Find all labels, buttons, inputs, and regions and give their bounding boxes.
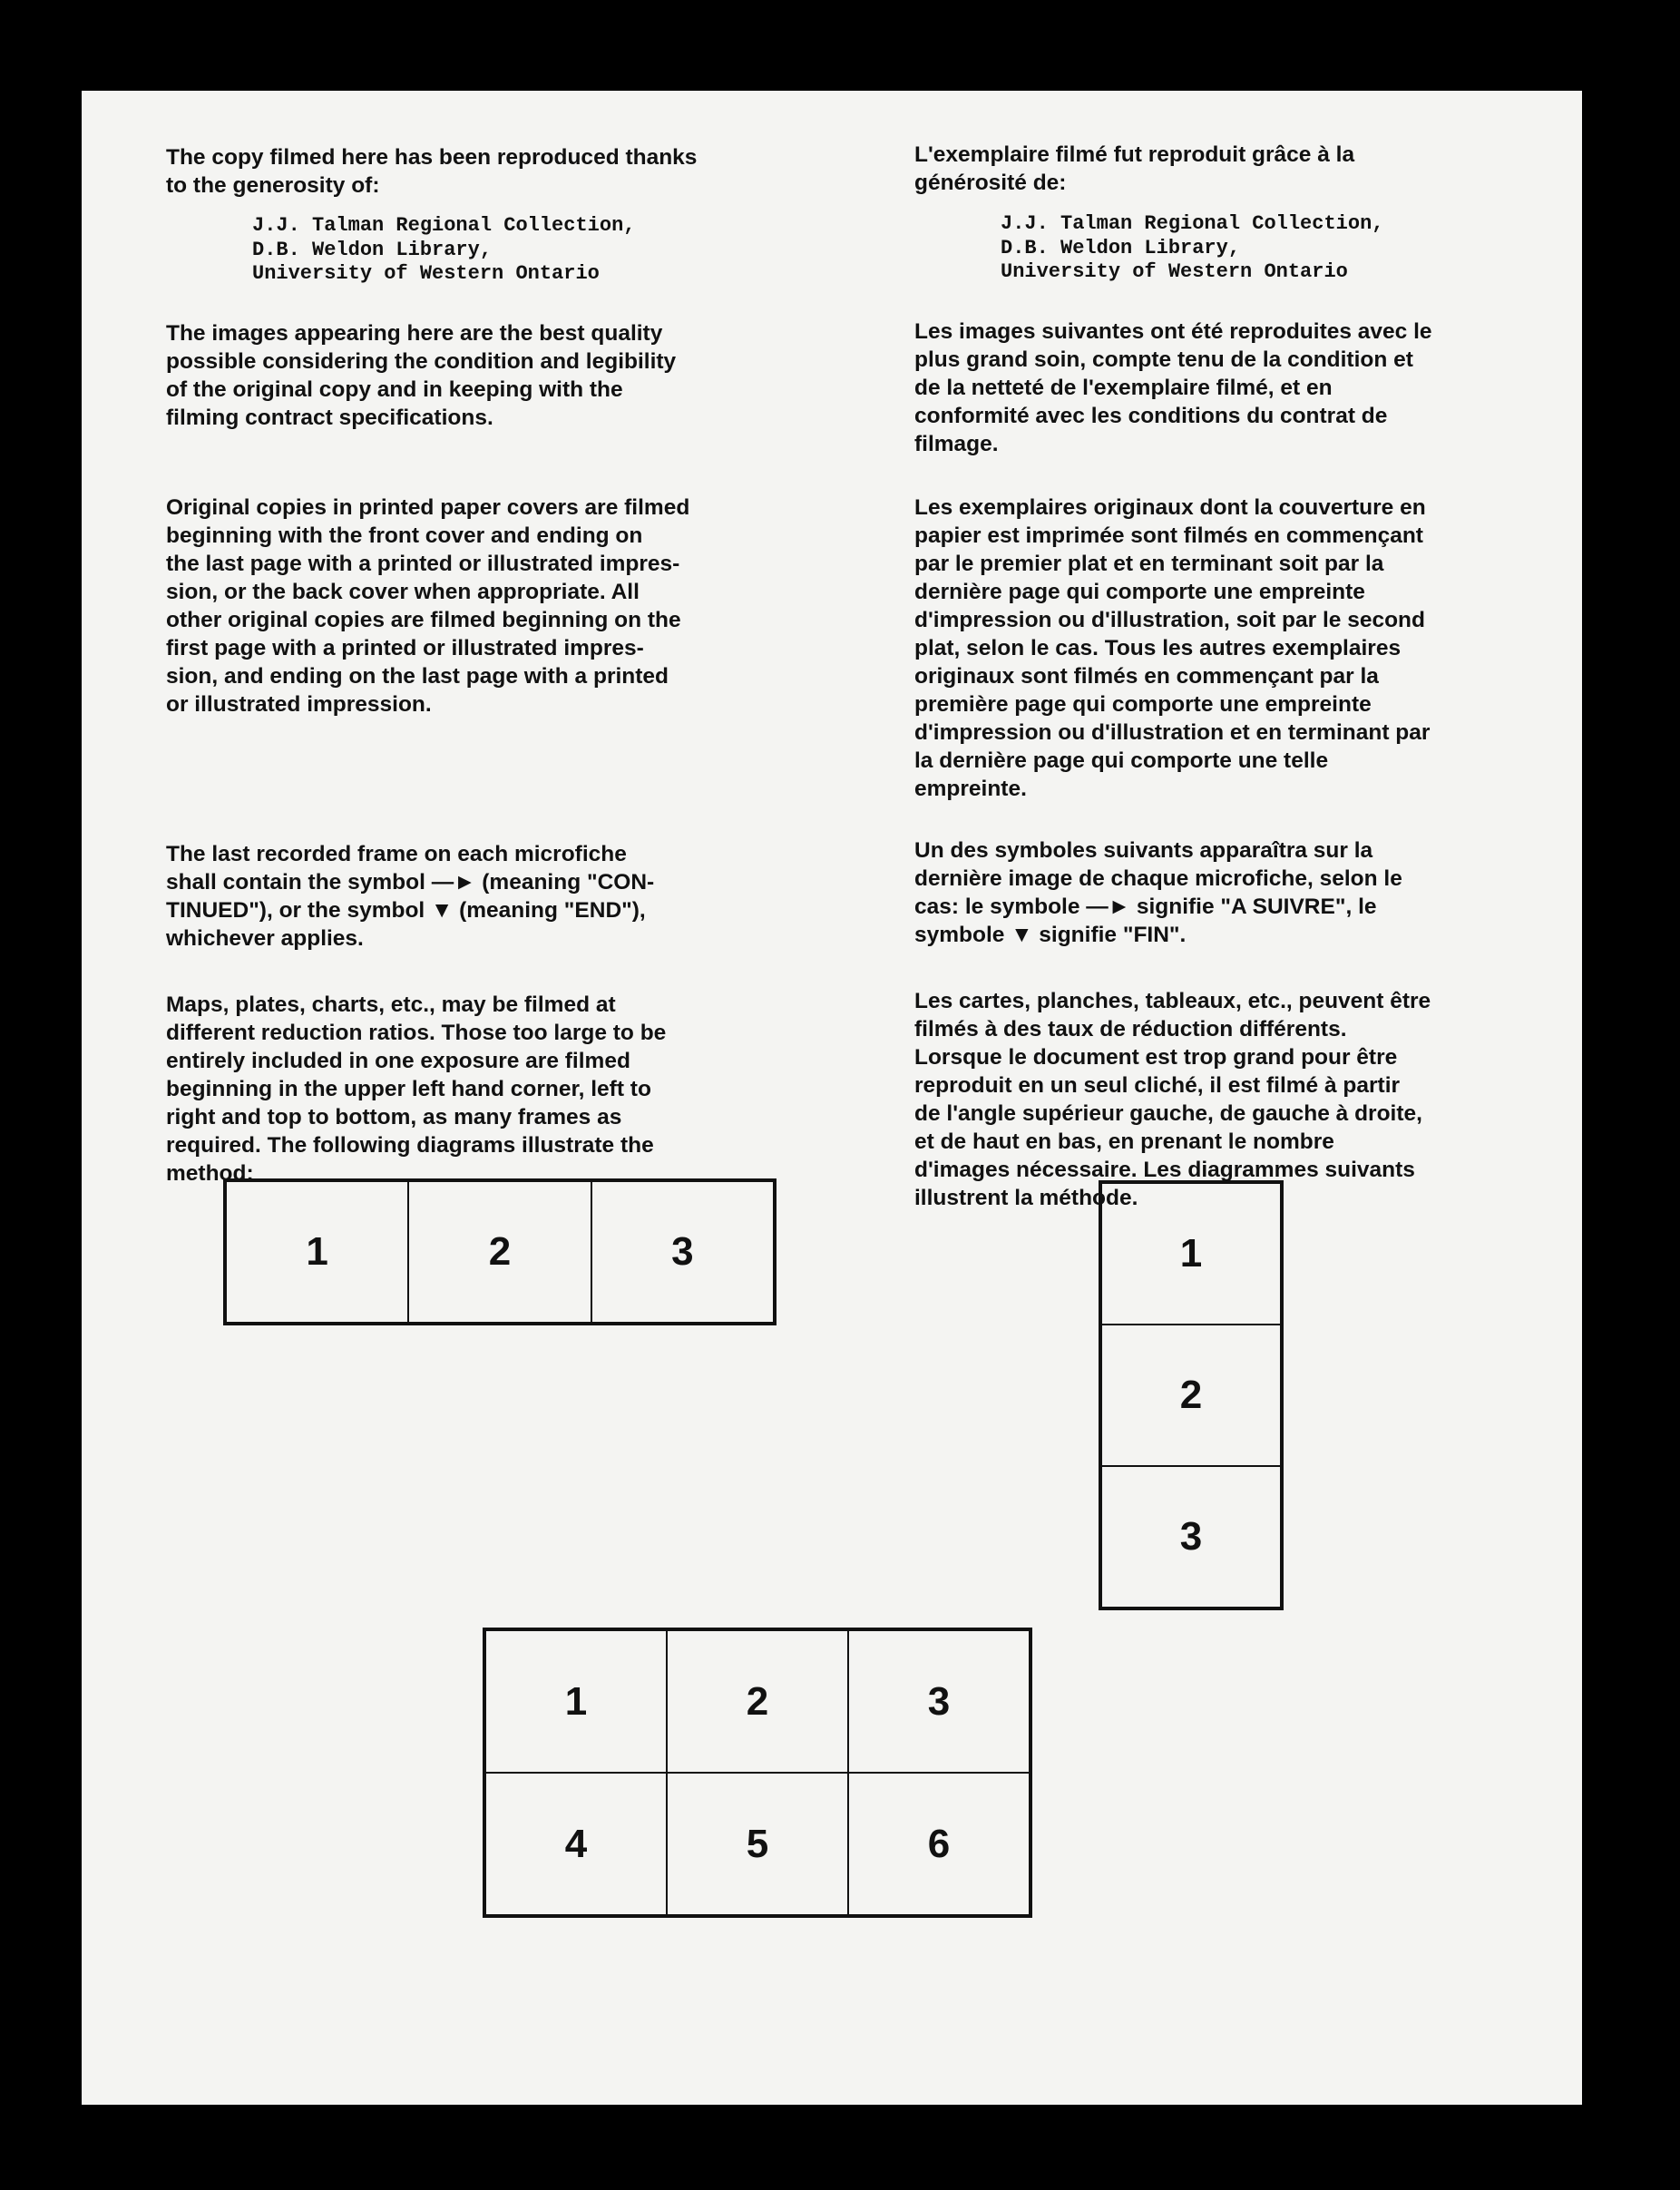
fr-symbol-text-a: Un des symboles suivants apparaîtra sur la dernière image de chaque microfiche, selon le cas: le symbole	[914, 838, 1402, 919]
frame-cell: 6	[848, 1773, 1030, 1915]
fr-image-quality-note: Les images suivantes ont été reproduites avec le plus grand soin, compte tenu de la condition et de la netteté de l'exemplaire filmé, et en conformité avec les conditions du contrat de filmage.	[914, 319, 1432, 456]
frame-cell: 1	[226, 1181, 408, 1323]
fr-symbol-text-b: signifie "A SUIVRE", le symbole	[914, 895, 1377, 947]
continued-arrow-icon: —►	[431, 870, 476, 895]
en-maps-note: Maps, plates, charts, etc., may be filmed at different reduction ratios. Those too large to be entirely included in one exposure are filmed beginning in the upper left hand corner, left to right and top to bottom, as many frames as required. The following diagrams illustrate the method:	[166, 992, 667, 1186]
diagram-grid-frames	[483, 1628, 1032, 1918]
en-symbol-text-a: The last recorded frame on each microfiche shall contain the symbol	[166, 842, 627, 895]
en-institution-address: J.J. Talman Regional Collection, D.B. Weldon Library, University of Western Ontario	[252, 214, 636, 285]
diagram-horizontal-frames	[223, 1178, 777, 1325]
en-symbol-text-b: (meaning "CON- TINUED"), or the symbol	[166, 870, 655, 923]
suivre-arrow-icon: —►	[1086, 895, 1131, 919]
en-symbol-note	[166, 840, 801, 953]
frame-cell: 5	[667, 1773, 848, 1915]
diagram-vertical-frames	[1099, 1180, 1284, 1610]
frame-cell: 2	[1101, 1325, 1281, 1466]
en-acknowledgement: The copy filmed here has been reproduced thanks to the generosity of:	[166, 145, 698, 198]
fr-acknowledgement: L'exemplaire filmé fut reproduit grâce à la générosité de:	[914, 142, 1355, 195]
frame-cell: 3	[848, 1630, 1030, 1773]
end-triangle-icon: ▼	[431, 898, 454, 923]
fr-symbol-text-c: signifie "FIN".	[1032, 923, 1187, 947]
frame-cell: 2	[408, 1181, 591, 1323]
frame-cell: 3	[1101, 1466, 1281, 1608]
fr-symbol-note	[914, 836, 1531, 949]
fin-triangle-icon: ▼	[1011, 923, 1033, 947]
fr-filming-order-note: Les exemplaires originaux dont la couverture en papier est imprimée sont filmés en commençant par le premier plat et en terminant soit par la dernière page qui comporte une empreinte d'impression ou d'illustration, soit par le second plat, selon le cas. Tous les autres exemplaires originaux sont filmés en commençant par la première page qui comporte une empreinte d'impression ou d'illustration et en terminant par la dernière page qui comporte une telle empreinte.	[914, 495, 1431, 801]
en-filming-order-note: Original copies in printed paper covers are filmed beginning with the front cover and ending on the last page with a printed or illustrated impres- sion, or the back cover when appropriate. All other original copies are filmed beginning on the first page with a printed or illustrated impres- sion, and ending on the last page with a printed or illustrated impression.	[166, 495, 690, 717]
fr-institution-address: J.J. Talman Regional Collection, D.B. Weldon Library, University of Western Ontario	[1001, 212, 1384, 283]
frame-cell: 2	[667, 1630, 848, 1773]
fr-maps-note: Les cartes, planches, tableaux, etc., peuvent être filmés à des taux de réduction différents. Lorsque le document est trop grand pour être reproduit en un seul cliché, il est filmé à partir de l'angle supérieur gauche, de gauche à droite, et de haut en bas, en prenant le nombre d'images nécessaire. Les diagrammes suivants illustrent la méthode.	[914, 989, 1431, 1210]
frame-cell: 3	[591, 1181, 774, 1323]
frame-cell: 1	[1101, 1183, 1281, 1325]
frame-cell: 1	[485, 1630, 667, 1773]
en-image-quality-note: The images appearing here are the best quality possible considering the condition and legibility of the original copy and in keeping with the filming contract specifications.	[166, 321, 677, 430]
en-symbol-text-c: (meaning "END"), whichever applies.	[166, 898, 646, 951]
frame-cell: 4	[485, 1773, 667, 1915]
